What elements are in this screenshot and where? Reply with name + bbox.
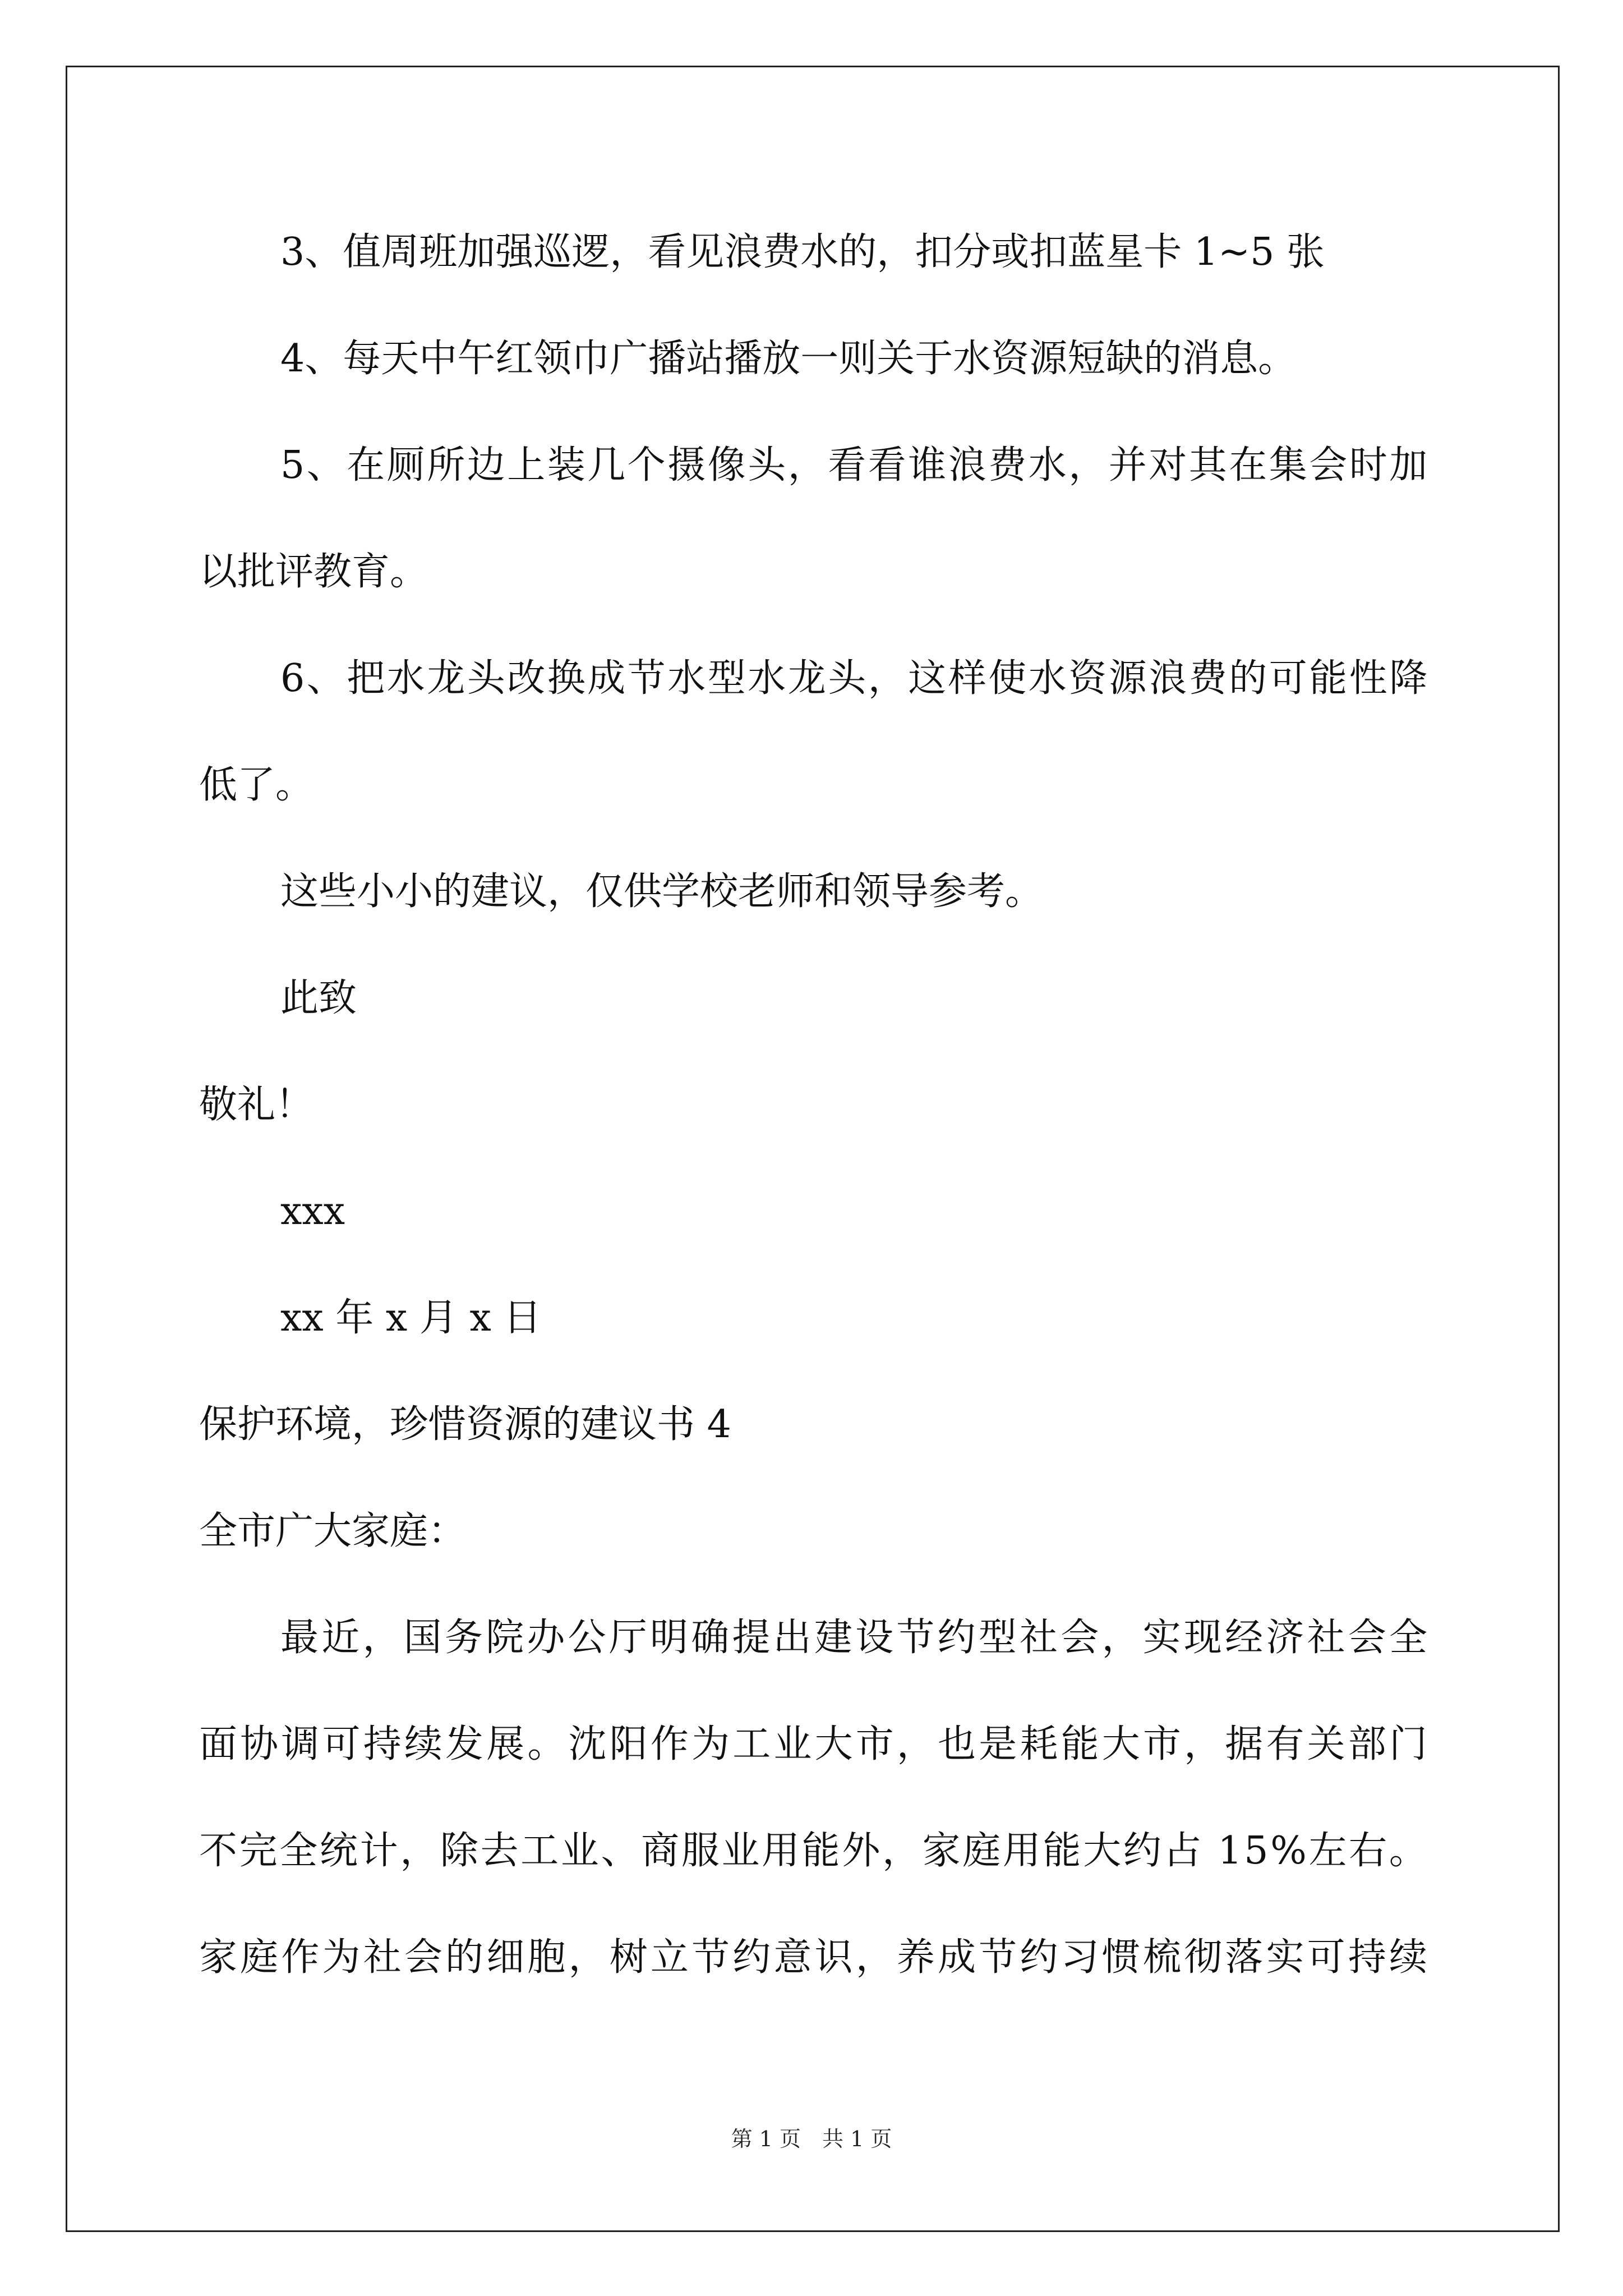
salutation-cizhi: 此致 (280, 976, 357, 1020)
body-line-1: 最近，国务院办公厅明确提出建设节约型社会，实现经济社会全 (280, 1616, 1431, 1660)
addressee: 全市广大家庭： (199, 1509, 467, 1553)
date: xx 年 x 月 x 日 (280, 1296, 542, 1340)
salutation-jingli: 敬礼！ (199, 1083, 314, 1127)
page-number: 第 1 页 共 1 页 (731, 2127, 892, 2151)
body-line-3: 不完全统计，除去工业、商服业用能外，家庭用能大约占 15%左右。 (199, 1829, 1430, 1873)
list-item-6: 6、把水龙头改换成节水型水龙头，这样使水资源浪费的可能性降 (280, 656, 1430, 701)
list-item-5-continued: 以批评教育。 (199, 550, 428, 594)
page-border (66, 66, 1560, 2232)
list-item-3: 3、值周班加强巡逻，看见浪费水的，扣分或扣蓝星卡 1~5 张 (280, 230, 1325, 274)
closing-paragraph: 这些小小的建议，仅供学校老师和领导参考。 (280, 869, 1044, 914)
section-title: 保护环境，珍惜资源的建议书 4 (199, 1402, 731, 1447)
list-item-6-continued: 低了。 (199, 763, 314, 807)
signature: xxx (280, 1189, 345, 1234)
list-item-5: 5、在厕所边上装几个摄像头，看看谁浪费水，并对其在集会时加 (280, 443, 1430, 487)
body-line-2: 面协调可持续发展。沈阳作为工业大市，也是耗能大市，据有关部门 (199, 1722, 1431, 1766)
list-item-4: 4、每天中午红领巾广播站播放一则关于水资源短缺的消息。 (280, 337, 1297, 381)
body-line-4: 家庭作为社会的细胞，树立节约意识，养成节约习惯梳彻落实可持续 (199, 1935, 1431, 1980)
